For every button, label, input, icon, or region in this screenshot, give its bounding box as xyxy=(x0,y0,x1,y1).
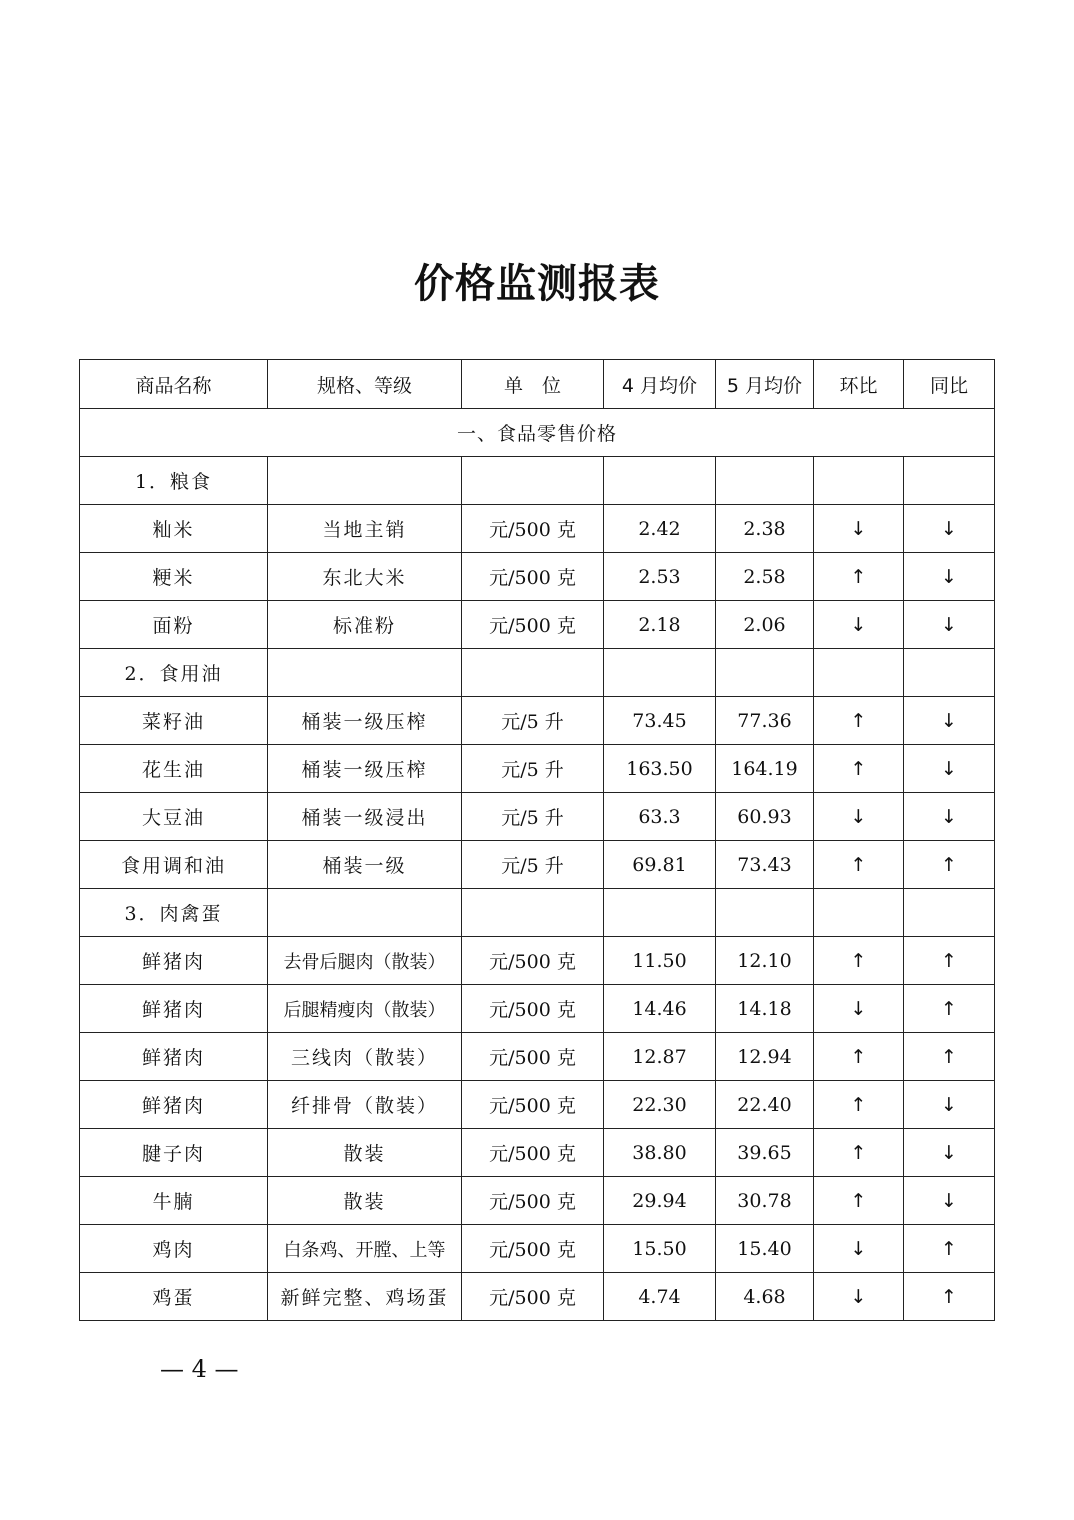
cell-name: 鲜猪肉 xyxy=(80,985,268,1033)
cell-year-on-year: ↓ xyxy=(904,793,995,841)
cell-month-on-month: ↑ xyxy=(814,745,904,793)
cell-may-price: 39.65 xyxy=(716,1129,814,1177)
cell-name: 菜籽油 xyxy=(80,697,268,745)
cell-spec: 后腿精瘦肉（散装） xyxy=(268,985,462,1033)
cell-may-price: 15.40 xyxy=(716,1225,814,1273)
cell-april-price: 15.50 xyxy=(604,1225,716,1273)
cell-month-on-month: ↑ xyxy=(814,697,904,745)
cell-may-price: 2.06 xyxy=(716,601,814,649)
cell-may-price: 60.93 xyxy=(716,793,814,841)
cell-name: 鲜猪肉 xyxy=(80,1081,268,1129)
cell-unit: 元/500 克 xyxy=(462,505,604,553)
cell-may-price: 12.10 xyxy=(716,937,814,985)
empty-cell xyxy=(904,889,995,937)
cell-april-price: 63.3 xyxy=(604,793,716,841)
cell-may-price: 164.19 xyxy=(716,745,814,793)
empty-cell xyxy=(268,457,462,505)
cell-month-on-month: ↑ xyxy=(814,1081,904,1129)
cell-month-on-month: ↑ xyxy=(814,1129,904,1177)
cell-spec: 白条鸡、开膛、上等 xyxy=(268,1225,462,1273)
empty-cell xyxy=(904,649,995,697)
category-row xyxy=(80,457,995,505)
cell-year-on-year: ↓ xyxy=(904,745,995,793)
empty-cell xyxy=(462,649,604,697)
cell-spec: 标准粉 xyxy=(268,601,462,649)
header-year-on-year: 同比 xyxy=(904,360,995,409)
cell-april-price: 73.45 xyxy=(604,697,716,745)
cell-year-on-year: ↑ xyxy=(904,1033,995,1081)
cell-spec: 纤排骨（散装） xyxy=(268,1081,462,1129)
table-row xyxy=(80,745,995,793)
cell-spec: 桶装一级浸出 xyxy=(268,793,462,841)
table-row xyxy=(80,697,995,745)
cell-spec: 散装 xyxy=(268,1177,462,1225)
cell-may-price: 77.36 xyxy=(716,697,814,745)
empty-cell xyxy=(268,649,462,697)
header-spec: 规格、等级 xyxy=(268,360,462,409)
cell-unit: 元/5 升 xyxy=(462,697,604,745)
cell-spec: 去骨后腿肉（散装） xyxy=(268,937,462,985)
empty-cell xyxy=(904,457,995,505)
cell-year-on-year: ↓ xyxy=(904,1081,995,1129)
cell-year-on-year: ↑ xyxy=(904,1273,995,1321)
cell-unit: 元/500 克 xyxy=(462,985,604,1033)
cell-unit: 元/500 克 xyxy=(462,1273,604,1321)
cell-april-price: 11.50 xyxy=(604,937,716,985)
header-unit: 单 位 xyxy=(462,360,604,409)
table-row xyxy=(80,841,995,889)
cell-may-price: 12.94 xyxy=(716,1033,814,1081)
cell-year-on-year: ↓ xyxy=(904,1129,995,1177)
cell-april-price: 2.53 xyxy=(604,553,716,601)
cell-name: 鲜猪肉 xyxy=(80,1033,268,1081)
cell-april-price: 29.94 xyxy=(604,1177,716,1225)
cell-unit: 元/500 克 xyxy=(462,553,604,601)
table-row xyxy=(80,1177,995,1225)
empty-cell xyxy=(814,457,904,505)
cell-may-price: 2.58 xyxy=(716,553,814,601)
table-row xyxy=(80,1129,995,1177)
table-row xyxy=(80,1081,995,1129)
cell-may-price: 22.40 xyxy=(716,1081,814,1129)
cell-year-on-year: ↓ xyxy=(904,601,995,649)
cell-month-on-month: ↑ xyxy=(814,937,904,985)
cell-year-on-year: ↓ xyxy=(904,697,995,745)
cell-april-price: 38.80 xyxy=(604,1129,716,1177)
section-title: 一、食品零售价格 xyxy=(80,409,995,457)
cell-month-on-month: ↓ xyxy=(814,1273,904,1321)
cell-april-price: 14.46 xyxy=(604,985,716,1033)
cell-spec: 新鲜完整、鸡场蛋 xyxy=(268,1273,462,1321)
page-number: — 4 — xyxy=(160,1355,239,1383)
cell-name: 大豆油 xyxy=(80,793,268,841)
cell-name: 面粉 xyxy=(80,601,268,649)
empty-cell xyxy=(814,649,904,697)
cell-year-on-year: ↓ xyxy=(904,505,995,553)
cell-spec: 散装 xyxy=(268,1129,462,1177)
table-row xyxy=(80,1273,995,1321)
category-label: 3．肉禽蛋 xyxy=(80,889,268,937)
cell-april-price: 2.18 xyxy=(604,601,716,649)
header-name: 商品名称 xyxy=(80,360,268,409)
cell-april-price: 69.81 xyxy=(604,841,716,889)
cell-may-price: 73.43 xyxy=(716,841,814,889)
table-row xyxy=(80,601,995,649)
cell-name: 鲜猪肉 xyxy=(80,937,268,985)
table-row xyxy=(80,793,995,841)
empty-cell xyxy=(716,457,814,505)
empty-cell xyxy=(604,649,716,697)
cell-month-on-month: ↓ xyxy=(814,601,904,649)
cell-unit: 元/500 克 xyxy=(462,1177,604,1225)
header-month-on-month: 环比 xyxy=(814,360,904,409)
category-row xyxy=(80,889,995,937)
header-may-price: 5 月均价 xyxy=(716,360,814,409)
cell-name: 籼米 xyxy=(80,505,268,553)
cell-may-price: 14.18 xyxy=(716,985,814,1033)
category-row xyxy=(80,649,995,697)
cell-month-on-month: ↓ xyxy=(814,505,904,553)
cell-month-on-month: ↑ xyxy=(814,841,904,889)
cell-spec: 桶装一级压榨 xyxy=(268,697,462,745)
table-row xyxy=(80,985,995,1033)
empty-cell xyxy=(604,889,716,937)
table-row xyxy=(80,1033,995,1081)
cell-april-price: 2.42 xyxy=(604,505,716,553)
table-row xyxy=(80,1225,995,1273)
empty-cell xyxy=(716,889,814,937)
empty-cell xyxy=(604,457,716,505)
cell-unit: 元/5 升 xyxy=(462,841,604,889)
table-row xyxy=(80,553,995,601)
table-row xyxy=(80,505,995,553)
cell-month-on-month: ↓ xyxy=(814,985,904,1033)
cell-unit: 元/500 克 xyxy=(462,1081,604,1129)
cell-name: 食用调和油 xyxy=(80,841,268,889)
cell-unit: 元/500 克 xyxy=(462,1129,604,1177)
cell-name: 鸡肉 xyxy=(80,1225,268,1273)
cell-april-price: 4.74 xyxy=(604,1273,716,1321)
empty-cell xyxy=(814,889,904,937)
cell-year-on-year: ↑ xyxy=(904,841,995,889)
cell-unit: 元/500 克 xyxy=(462,1225,604,1273)
category-label: 2．食用油 xyxy=(80,649,268,697)
cell-year-on-year: ↑ xyxy=(904,937,995,985)
cell-spec: 当地主销 xyxy=(268,505,462,553)
category-label: 1．粮食 xyxy=(80,457,268,505)
empty-cell xyxy=(268,889,462,937)
table-row xyxy=(80,937,995,985)
cell-year-on-year: ↓ xyxy=(904,553,995,601)
cell-year-on-year: ↑ xyxy=(904,985,995,1033)
cell-may-price: 4.68 xyxy=(716,1273,814,1321)
cell-april-price: 12.87 xyxy=(604,1033,716,1081)
header-row xyxy=(80,360,995,409)
cell-april-price: 163.50 xyxy=(604,745,716,793)
cell-may-price: 2.38 xyxy=(716,505,814,553)
cell-spec: 三线肉（散装） xyxy=(268,1033,462,1081)
section-row xyxy=(80,409,995,457)
cell-name: 花生油 xyxy=(80,745,268,793)
cell-year-on-year: ↑ xyxy=(904,1225,995,1273)
empty-cell xyxy=(462,889,604,937)
header-april-price: 4 月均价 xyxy=(604,360,716,409)
cell-month-on-month: ↓ xyxy=(814,1225,904,1273)
cell-month-on-month: ↓ xyxy=(814,793,904,841)
cell-unit: 元/5 升 xyxy=(462,793,604,841)
cell-name: 粳米 xyxy=(80,553,268,601)
cell-may-price: 30.78 xyxy=(716,1177,814,1225)
empty-cell xyxy=(716,649,814,697)
cell-unit: 元/500 克 xyxy=(462,937,604,985)
cell-month-on-month: ↑ xyxy=(814,1177,904,1225)
cell-month-on-month: ↑ xyxy=(814,553,904,601)
cell-spec: 桶装一级压榨 xyxy=(268,745,462,793)
cell-name: 牛腩 xyxy=(80,1177,268,1225)
cell-name: 鸡蛋 xyxy=(80,1273,268,1321)
cell-spec: 东北大米 xyxy=(268,553,462,601)
cell-spec: 桶装一级 xyxy=(268,841,462,889)
cell-unit: 元/5 升 xyxy=(462,745,604,793)
empty-cell xyxy=(462,457,604,505)
cell-year-on-year: ↓ xyxy=(904,1177,995,1225)
cell-name: 腱子肉 xyxy=(80,1129,268,1177)
cell-month-on-month: ↑ xyxy=(814,1033,904,1081)
cell-unit: 元/500 克 xyxy=(462,601,604,649)
cell-april-price: 22.30 xyxy=(604,1081,716,1129)
price-table xyxy=(79,359,995,1321)
page-title: 价格监测报表 xyxy=(414,261,660,307)
cell-unit: 元/500 克 xyxy=(462,1033,604,1081)
